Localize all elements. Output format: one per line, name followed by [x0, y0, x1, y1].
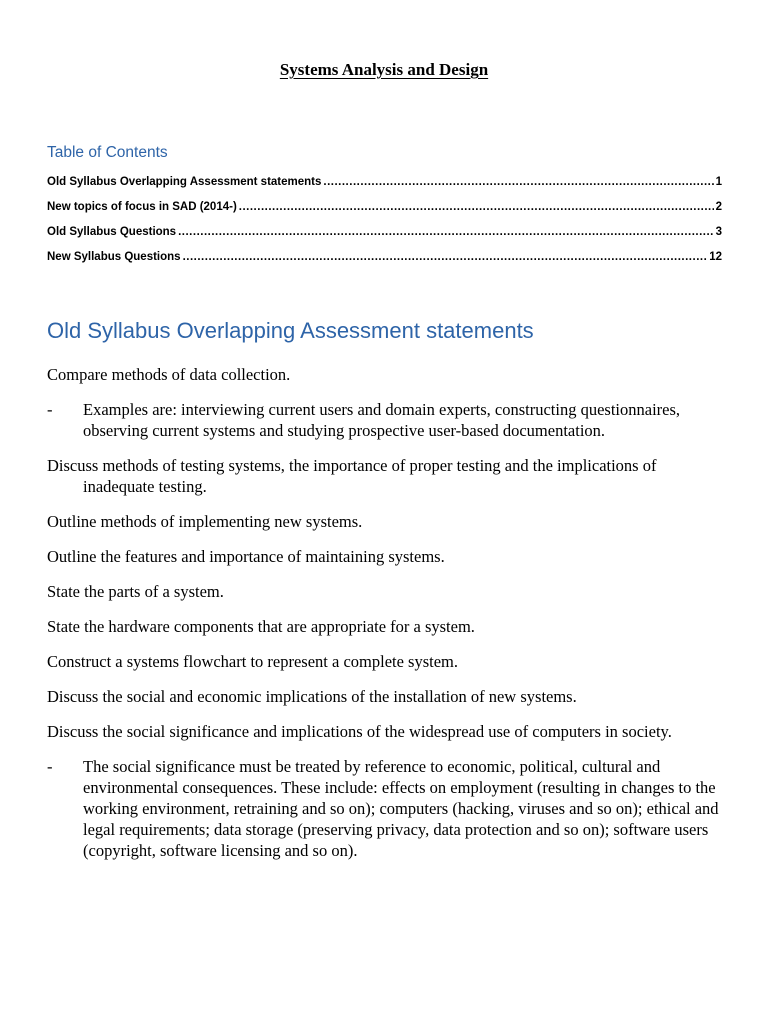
toc-entry-title[interactable]: Old Syllabus Questions	[47, 226, 177, 238]
toc-entry[interactable]	[47, 251, 722, 276]
toc-entry[interactable]	[47, 176, 722, 201]
document-title: Systems Analysis and Design	[279, 60, 489, 79]
toc-entry-title[interactable]: New Syllabus Questions	[47, 251, 181, 263]
toc-entry-page[interactable]: 3	[715, 226, 722, 238]
toc-leader-dots	[239, 201, 714, 213]
toc-leader-dots	[323, 176, 713, 188]
toc-leader-dots	[178, 226, 714, 238]
paragraph: Discuss the social significance and implications of the widespread use of computers in society.	[47, 722, 672, 741]
toc-heading: Table of Contents	[47, 144, 168, 161]
section-heading: Old Syllabus Overlapping Assessment statements	[47, 318, 534, 343]
bullet-marker: -	[47, 400, 53, 419]
bullet-text: The social significance must be treated by reference to economic, political, cultural and environmental consequences. These include: effects on employment (resulting in changes to the working environment, retraining and so on); computers (hacking, viruses and so on); ethical and legal requirements; data storage (preserving privacy, data protection and so on); software users (copyright, software licensing and so on).	[83, 757, 719, 860]
paragraph: Discuss methods of testing systems, the importance of proper testing and the implications of inadequate testing.	[47, 456, 657, 496]
toc-entry-page[interactable]: 2	[715, 201, 722, 213]
paragraph: State the hardware components that are appropriate for a system.	[47, 617, 475, 636]
bullet-text: Examples are: interviewing current users and domain experts, constructing questionnaires, observing current systems and studying prospective user-based documentation.	[83, 400, 681, 440]
paragraph: Outline the features and importance of maintaining systems.	[47, 547, 445, 566]
toc-entry-title[interactable]: New topics of focus in SAD (2014-)	[47, 201, 237, 213]
toc-entry[interactable]	[47, 226, 722, 251]
table-of-contents	[47, 176, 722, 276]
toc-entry-page[interactable]: 12	[709, 251, 722, 263]
paragraph: Discuss the social and economic implications of the installation of new systems.	[47, 687, 577, 706]
bullet-item	[47, 756, 727, 861]
toc-entry-page[interactable]: 1	[715, 176, 722, 188]
paragraph: Construct a systems flowchart to represent a complete system.	[47, 652, 459, 671]
paragraph: Outline methods of implementing new systems.	[47, 512, 363, 531]
toc-entry[interactable]	[47, 201, 722, 226]
bullet-marker: -	[47, 757, 53, 776]
paragraph: State the parts of a system.	[47, 582, 224, 601]
toc-leader-dots	[183, 251, 708, 263]
bullet-item	[47, 399, 727, 441]
paragraph: Compare methods of data collection.	[47, 365, 291, 384]
section-body	[47, 364, 727, 875]
toc-entry-title[interactable]: Old Syllabus Overlapping Assessment statements	[47, 176, 322, 188]
